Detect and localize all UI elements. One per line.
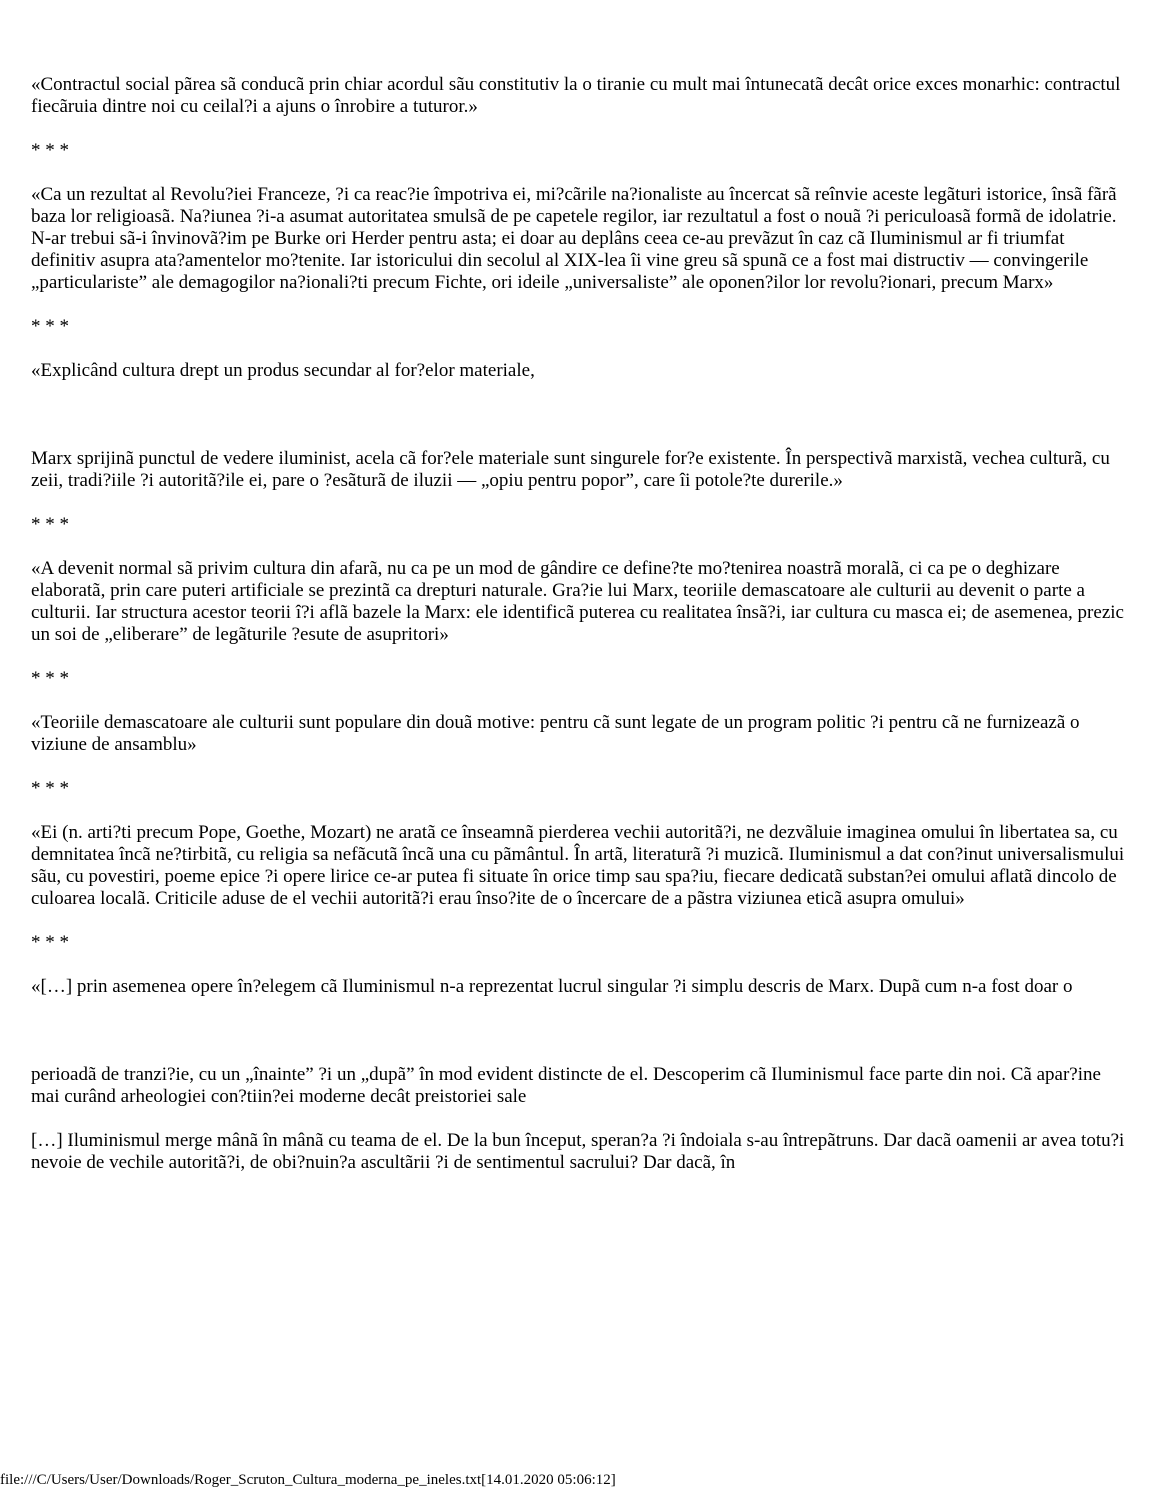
section-separator: * * *	[31, 316, 69, 337]
quote-paragraph: «Ca un rezultat al Revolu?iei Franceze, ?i ca reac?ie împotriva ei, mi?cãrile na?ionaliste au încercat sã reînvie aceste legãturi istorice, însã fãrã baza lor religioasã. Na?iunea ?i-a asumat autoritatea smulsã de pe capetele regilor, iar rezultatul a fost o nouã ?i periculoasã formã de idolatrie. N-ar trebui sã-i învinovã?im pe Burke ori Herder pentru asta; ei doar au deplâns ceea ce-au prevãzut în caz cã Iluminismul ar fi triumfat definitiv asupra ata?amentelor mo?tenite. Iar istoricului din secolul al XIX-lea îi vine greu sã spunã ce a fost mai distructiv — convingerile „particulariste” ale demagogilor na?ionali?ti precum Fichte, ori ideile „universaliste” ale oponen?ilor lor revolu?ionari, precum Marx»	[31, 184, 1117, 293]
quote-paragraph: «Contractul social pãrea sã conducã prin chiar acordul sãu constitutiv la o tiranie cu mult mai întunecatã decât orice exces monarhic: contractul fiecãruia dintre noi cu ceilal?i a ajuns o înrobire a tuturor.»	[31, 74, 1121, 117]
quote-paragraph: perioadã de tranzi?ie, cu un „înainte” ?i un „dupã” în mod evident distincte de el. Descoperim cã Iluminismul face parte din noi. Cã apar?ine mai curând arheologiei con?tiin?ei moderne decât preistoriei sale	[31, 1064, 1101, 1107]
section-separator: * * *	[31, 140, 69, 161]
page-footer-file-path: file:///C/Users/User/Downloads/Roger_Scruton_Cultura_moderna_pe_ineles.txt[14.01.2020 05:06:12]	[0, 1472, 616, 1488]
section-separator: * * *	[31, 778, 69, 799]
quote-paragraph: Marx sprijinã punctul de vedere iluminist, acela cã for?ele materiale sunt singurele for?e existente. În perspectivã marxistã, vechea culturã, cu zeii, tradi?iile ?i autoritã?ile ei, pare o ?esãturã de iluzii — „opiu pentru popor”, care îi potole?te durerile.»	[31, 448, 1110, 491]
document-body	[31, 74, 1126, 1196]
section-separator: * * *	[31, 668, 69, 689]
quote-paragraph: […] Iluminismul merge mânã în mânã cu teama de el. De la bun început, speran?a ?i îndoiala s-au întrepãtruns. Dar dacã oamenii ar avea totu?i nevoie de vechile autoritã?i, de obi?nuin?a ascultãrii ?i de sentimentul sacrului? Dar dacã, în	[31, 1130, 1125, 1173]
quote-paragraph: «Teoriile demascatoare ale culturii sunt populare din douã motive: pentru cã sunt legate de un program politic ?i pentru cã ne furnizeazã o viziune de ansamblu»	[31, 712, 1080, 755]
quote-paragraph: «[…] prin asemenea opere în?elegem cã Iluminismul n-a reprezentat lucrul singular ?i simplu descris de Marx. Dupã cum n-a fost doar o	[31, 976, 1073, 997]
quote-paragraph: «Ei (n. arti?ti precum Pope, Goethe, Mozart) ne aratã ce înseamnã pierderea vechii autoritã?i, ne dezvãluie imaginea omului în libertatea sa, cu demnitatea încã ne?tirbitã, cu religia sa nefãcutã încã una cu pãmântul. În artã, literaturã ?i muzicã. Iluminismul a dat con?inut universalismului sãu, cu povestiri, poeme epice ?i opere lirice ce-ar putea fi situate în orice timp sau spa?iu, fiecare dedicatã substan?ei omului aflatã dincolo de culoarea localã. Criticile aduse de el vechii autoritã?i erau înso?ite de o încercare de a pãstra viziunea eticã asupra omului»	[31, 822, 1125, 909]
quote-paragraph: «Explicând cultura drept un produs secundar al for?elor materiale,	[31, 360, 535, 381]
section-separator: * * *	[31, 932, 69, 953]
section-separator: * * *	[31, 514, 69, 535]
quote-paragraph: «A devenit normal sã privim cultura din afarã, nu ca pe un mod de gândire ce define?te mo?tenirea noastrã moralã, ci ca pe o deghizare elaboratã, prin care puteri artificiale se prezintã ca drepturi naturale. Gra?ie lui Marx, teoriile demascatoare ale culturii au devenit o parte a culturii. Iar structura acestor teorii î?i aflã bazele la Marx: ele identificã puterea cu realitatea însã?i, iar cultura cu masca ei; de asemenea, prezic un soi de „eliberare” de legãturile ?esute de asupritori»	[31, 558, 1124, 645]
